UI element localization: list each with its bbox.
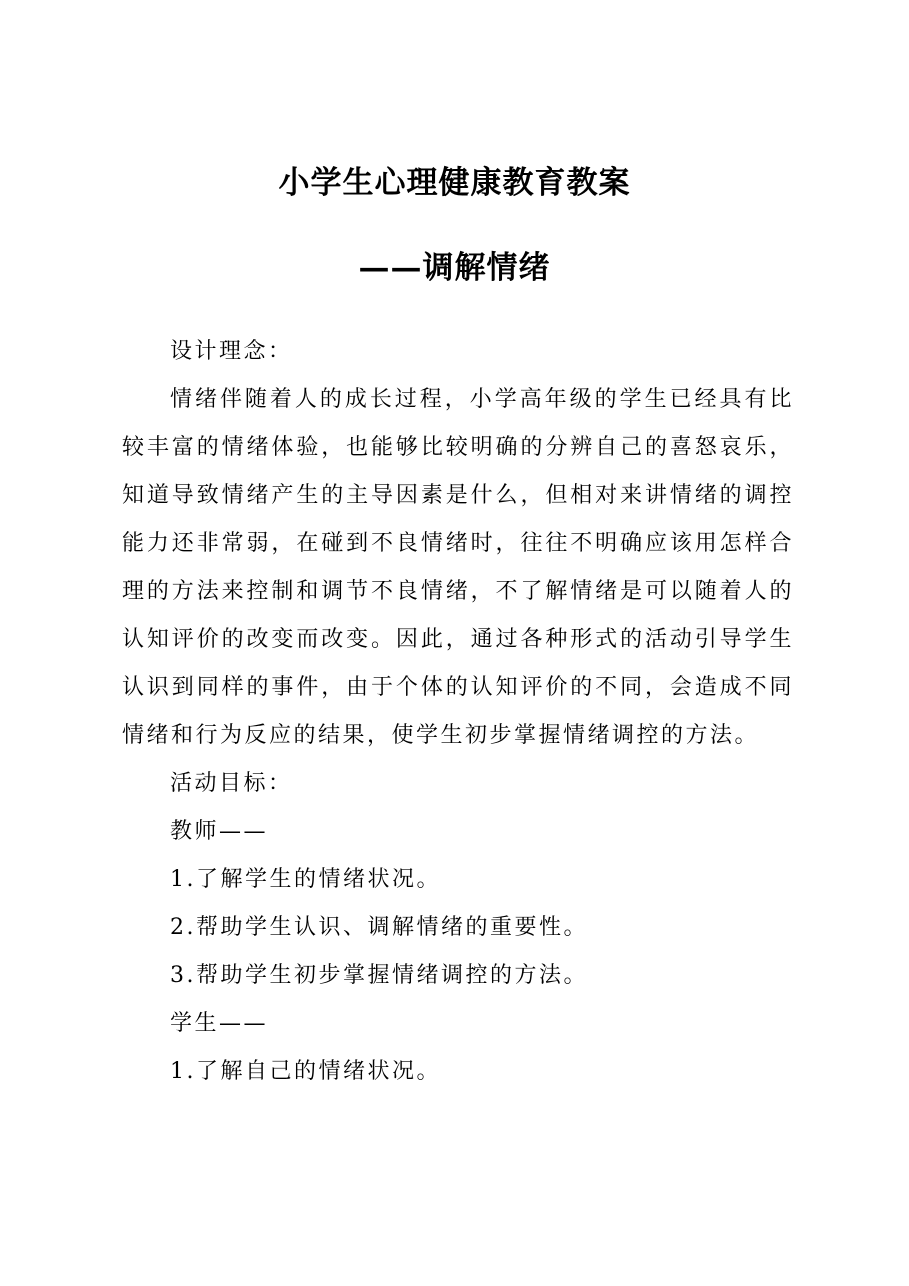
student-heading: 学生—— bbox=[170, 1011, 269, 1036]
teacher-goal-item: 3.帮助学生初步掌握情绪调控的方法。 bbox=[170, 963, 588, 988]
document-title: 小学生心理健康教育教案 bbox=[278, 165, 631, 201]
teacher-goal-item: 2.帮助学生认识、调解情绪的重要性。 bbox=[170, 915, 588, 940]
design-heading: 设计理念： bbox=[170, 339, 293, 364]
goals-heading: 活动目标： bbox=[170, 771, 293, 796]
design-paragraph: 情绪伴随着人的成长过程，小学高年级的学生已经具有比较丰富的情绪体验，也能够比较明确的分辨自己的喜怒哀乐，知道导致情绪产生的主导因素是什么，但相对来讲情绪的调控能力还非常弱，在碰到不良情绪时，往往不明确应该用怎样合理的方法来控制和调节不良情绪，不了解情绪是可以随着人的认知评价的改变而改变。因此，通过各种形式的活动引导学生认识到同样的事件，由于个体的认知评价的不同，会造成不同情绪和行为反应的结果，使学生初步掌握情绪调控的方法。 bbox=[122, 387, 794, 748]
teacher-heading: 教师—— bbox=[170, 819, 269, 844]
student-goal-item: 1.了解自己的情绪状况。 bbox=[170, 1059, 441, 1084]
teacher-goal-item: 1.了解学生的情绪状况。 bbox=[170, 867, 441, 892]
document-body bbox=[122, 328, 794, 1096]
document-subtitle: ——调解情绪 bbox=[358, 250, 551, 286]
